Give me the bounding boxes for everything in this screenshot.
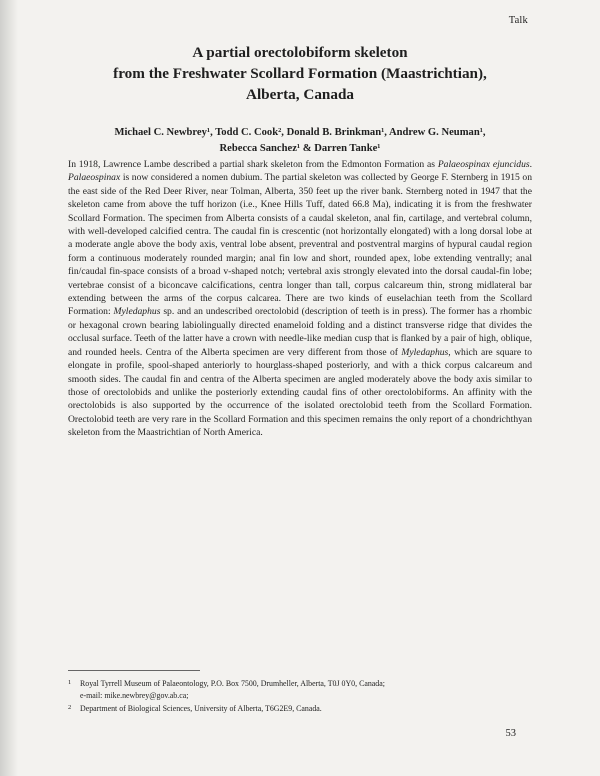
title-line: from the Freshwater Scollard Formation (Maastrichtian),	[113, 65, 487, 82]
footnote-marker: 2	[68, 704, 72, 711]
abstract-text: In 1918, Lawrence Lambe described a partial shark skeleton from the Edmonton Formation as	[68, 159, 438, 170]
abstract-text: sp. and an undescribed orectolobid (description of teeth is in press). The former has a rhombic or hexagonal crown bearing labiolingually directed enameloid folding and a distinct transverse ridge that divides the occlusal surface. Teeth of the latter have a crown with needle-like median cusp that is flanked by a pair of high, oblique, and rounded heels. Centra of the Alberta specimen are very different from those of	[68, 306, 532, 358]
author-line: Michael C. Newbrey¹, Todd C. Cook², Donald B. Brinkman¹, Andrew G. Neuman¹,	[114, 127, 486, 138]
section-tag: Talk	[508, 15, 528, 26]
footnote-text: Department of Biological Sciences, University of Alberta, T6G2E9, Canada.	[80, 704, 322, 713]
footnote-email: e-mail: mike.newbrey@gov.ab.ca;	[80, 690, 189, 700]
title-line: Alberta, Canada	[245, 86, 354, 103]
footnote	[68, 678, 538, 701]
taxon-name: Palaeospinax	[68, 172, 121, 184]
paper-title	[60, 42, 540, 105]
footnote-marker: 1	[68, 679, 72, 686]
footnote	[68, 703, 538, 715]
abstract-paragraph	[68, 158, 532, 440]
page-number: 53	[505, 728, 516, 739]
footnote-text: Royal Tyrrell Museum of Palaeontology, P.O. Box 7500, Drumheller, Alberta, T0J 0Y0, Canada;	[80, 679, 385, 688]
abstract-text: is now considered a nomen dubium. The partial skeleton was collected by George F. Sternberg in 1915 on the east side of the Red Deer River, near Tolman, Alberta, 350 feet up the river bank. Sternberg noted in 1947 that the skeleton came from above the tuff horizon (i.e., Knee Hills Tuff, dated 66.8 Ma), indicating it is from the freshwater Scollard Formation. The specimen from Alberta consists of a caudal skeleton, anal fin, cartilage, and vertebral column, with well-developed calcified centra. The caudal fin is crescentic (not horizontally elongated) with a long dorsal lobe at a moderate angle above the body axis, ventral lobe absent, preventral and postventral margins of hypural caudal region form a continuous moderately rounded margin; anal fin low and short, rounded apex, lobe extending ventrally; anal fin/caudal fin-space consists of a broad v-shaped notch; vertebral axis strongly elevated into the dorsal caudal-fin lobe; vertebrae consist of a biconcave calcifications, centra longer than tall, corpus calcareum thin, strong midlateral bar extending between the arms of the corpus calcarea. There are two kinds of euselachian teeth from the Scollard Formation:	[68, 172, 532, 318]
footnotes	[68, 678, 538, 717]
author-line: Rebecca Sanchez¹ & Darren Tanke¹	[219, 143, 381, 154]
taxon-name: Myledaphus	[113, 306, 161, 318]
footnote-divider	[68, 670, 200, 671]
author-list	[60, 125, 540, 157]
abstract-text: , which are square to elongate in profile, spool-shaped anteriorly to hourglass-shaped posteriorly, and with a thick corpus calcareum and smooth sides. The caudal fin and centra of the Alberta specimen are angled moderately above the body axis similar to those of orectolobids and unlike the posteriorly extending caudal fins of other orectolobiforms. An affinity with the orectolobids is also supported by the occurrence of the isolated orectolobid teeth from the Scollard Formation. Orectolobid teeth are very rare in the Scollard Formation and this specimen remains the only report of a chondrichthyan skeleton from the Maastrichtian of North America.	[68, 346, 532, 439]
abstract-text: .	[529, 159, 533, 170]
taxon-name: Palaeospinax ejuncidus	[437, 159, 530, 170]
taxon-name: Myledaphus	[401, 346, 449, 358]
scan-edge-shadow	[0, 0, 18, 776]
title-line: A partial orectolobiform skeleton	[192, 44, 408, 61]
